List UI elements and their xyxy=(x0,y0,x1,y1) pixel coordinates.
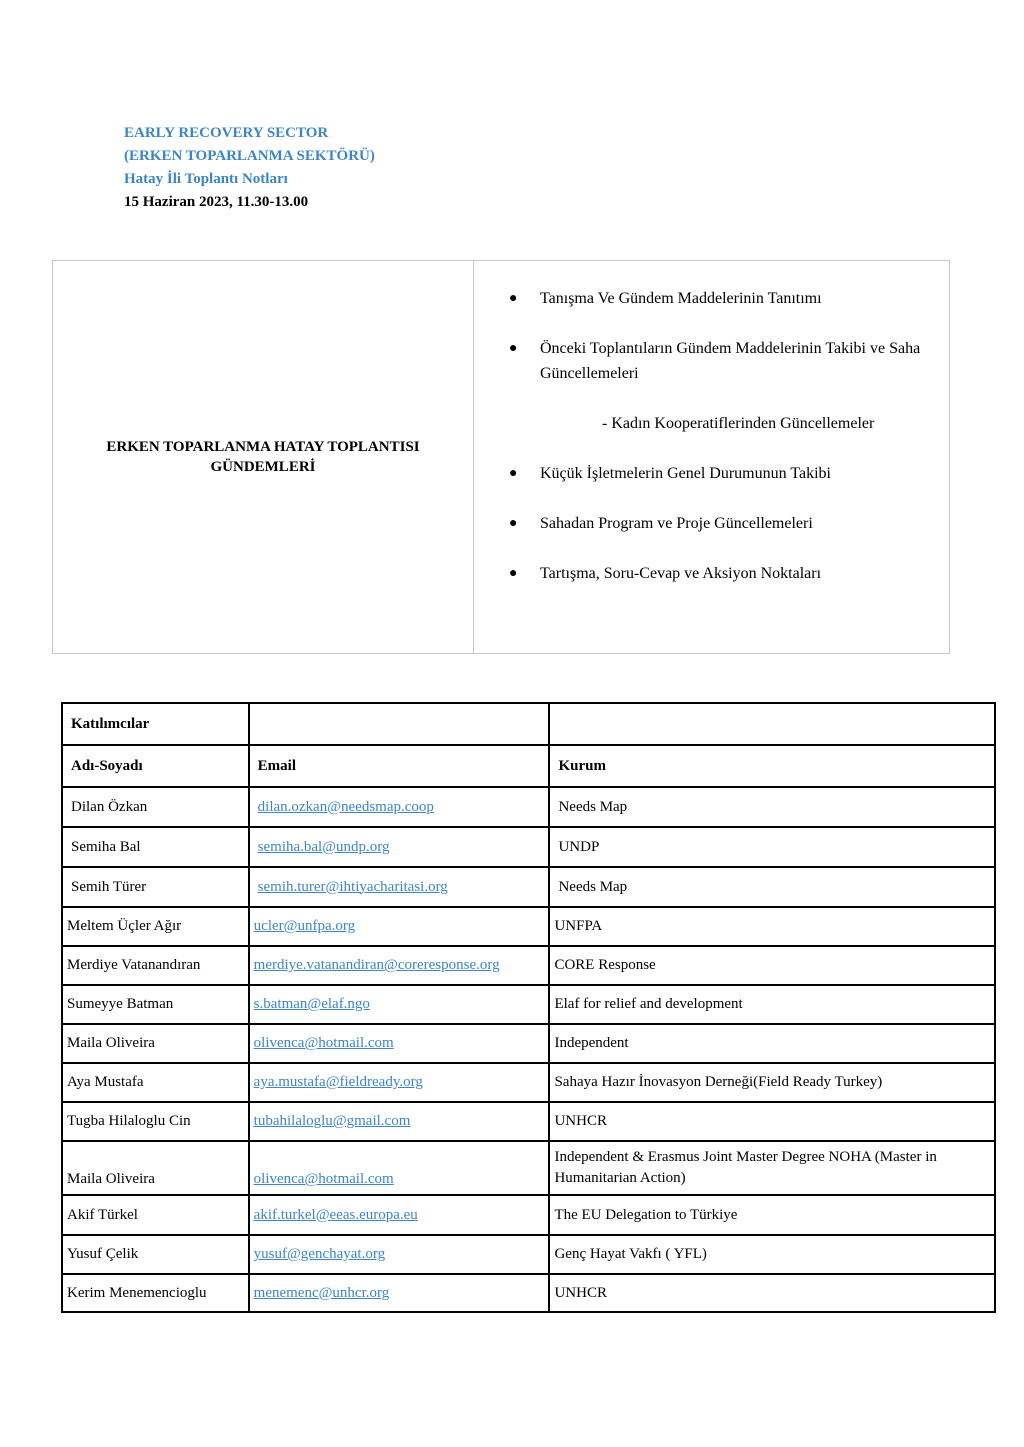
participant-name: Semiha Bal xyxy=(62,827,249,867)
participants-label: Katılımcılar xyxy=(62,703,249,745)
participant-name: Akif Türkel xyxy=(62,1195,249,1235)
agenda-item xyxy=(509,286,940,311)
meeting-date: 15 Haziran 2023, 11.30-13.00 xyxy=(124,194,309,210)
participant-org: CORE Response xyxy=(549,946,995,985)
table-row xyxy=(62,1195,995,1235)
participant-email-link[interactable]: yusuf@genchayat.org xyxy=(253,1246,386,1262)
table-row xyxy=(62,1063,995,1102)
empty-cell xyxy=(249,703,550,745)
column-header-org: Kurum xyxy=(549,745,995,787)
participant-org: Independent & Erasmus Joint Master Degree NOHA (Master in Humanitarian Action) xyxy=(549,1141,995,1195)
participant-org: Genç Hayat Vakfı ( YFL) xyxy=(549,1235,995,1274)
participant-email-cell xyxy=(249,827,550,867)
participant-org: UNHCR xyxy=(549,1274,995,1312)
bullet-icon: ● xyxy=(509,341,518,356)
participant-org: Sahaya Hazır İnovasyon Derneği(Field Ready Turkey) xyxy=(549,1063,995,1102)
sector-title: EARLY RECOVERY SECTOR xyxy=(124,125,329,141)
bullet-icon: ● xyxy=(509,291,518,306)
participant-email-cell xyxy=(249,1102,550,1141)
participant-org: Elaf for relief and development xyxy=(549,985,995,1024)
empty-cell xyxy=(549,703,995,745)
table-row xyxy=(62,1102,995,1141)
participant-name: Semih Türer xyxy=(62,867,249,907)
participant-name: Maila Oliveira xyxy=(62,1141,249,1195)
participants-table xyxy=(61,702,996,1313)
table-header-row xyxy=(62,745,995,787)
participant-org: UNDP xyxy=(549,827,995,867)
participant-name: Tugba Hilaloglu Cin xyxy=(62,1102,249,1141)
table-row xyxy=(62,907,995,946)
agenda-item-text: Sahadan Program ve Proje Güncellemeleri xyxy=(540,515,813,532)
agenda-item-text: Küçük İşletmelerin Genel Durumunun Takibi xyxy=(540,465,831,482)
participant-email-cell xyxy=(249,1024,550,1063)
participant-email-link[interactable]: olivenca@hotmail.com xyxy=(253,1035,394,1051)
table-row xyxy=(62,985,995,1024)
participant-email-link[interactable]: dilan.ozkan@needsmap.coop xyxy=(257,798,434,815)
participant-name: Meltem Üçler Ağır xyxy=(62,907,249,946)
participant-email-cell xyxy=(249,1274,550,1312)
table-row xyxy=(62,827,995,867)
participant-name: Dilan Özkan xyxy=(62,787,249,827)
agenda-item xyxy=(509,336,940,386)
participant-name: Merdiye Vatanandıran xyxy=(62,946,249,985)
participant-email-cell xyxy=(249,1195,550,1235)
bullet-icon: ● xyxy=(509,466,518,481)
participant-org: UNFPA xyxy=(549,907,995,946)
agenda-table xyxy=(52,260,950,654)
bullet-icon: ● xyxy=(509,516,518,531)
participant-name: Sumeyye Batman xyxy=(62,985,249,1024)
agenda-item-text: Önceki Toplantıların Gündem Maddelerinin Takibi ve Saha Güncellemeleri xyxy=(540,340,921,382)
participant-name: Maila Oliveira xyxy=(62,1024,249,1063)
sector-title-turkish: (ERKEN TOPARLANMA SEKTÖRÜ) xyxy=(124,148,375,164)
participant-email-cell xyxy=(249,1235,550,1274)
table-row xyxy=(62,1274,995,1312)
participant-email-cell xyxy=(249,1141,550,1195)
table-row xyxy=(62,946,995,985)
participant-email-cell xyxy=(249,985,550,1024)
table-row xyxy=(62,1235,995,1274)
participant-email-link[interactable]: semiha.bal@undp.org xyxy=(257,838,390,855)
table-row xyxy=(62,867,995,907)
participant-email-link[interactable]: ucler@unfpa.org xyxy=(253,918,356,934)
table-row xyxy=(62,787,995,827)
participant-name: Kerim Menemencioglu xyxy=(62,1274,249,1312)
participant-org: Independent xyxy=(549,1024,995,1063)
participant-email-cell xyxy=(249,907,550,946)
agenda-item xyxy=(509,511,940,536)
agenda-item xyxy=(509,561,940,586)
participant-email-cell xyxy=(249,867,550,907)
participant-email-link[interactable]: semih.turer@ihtiyacharitasi.org xyxy=(257,878,448,895)
table-row xyxy=(62,1024,995,1063)
participant-email-link[interactable]: s.batman@elaf.ngo xyxy=(253,996,370,1012)
participant-name: Aya Mustafa xyxy=(62,1063,249,1102)
agenda-title: ERKEN TOPARLANMA HATAY TOPLANTISI GÜNDEMLERİ xyxy=(53,261,474,653)
participant-name: Yusuf Çelik xyxy=(62,1235,249,1274)
column-header-name: Adı-Soyadı xyxy=(62,745,249,787)
participant-org: Needs Map xyxy=(549,787,995,827)
agenda-sub-item: - Kadın Kooperatiflerinden Güncellemeler xyxy=(602,415,875,432)
meeting-notes-title: Hatay İli Toplantı Notları xyxy=(124,171,288,187)
participant-org: Needs Map xyxy=(549,867,995,907)
participant-email-link[interactable]: olivenca@hotmail.com xyxy=(253,1171,394,1187)
participant-org: UNHCR xyxy=(549,1102,995,1141)
participant-email-cell xyxy=(249,946,550,985)
agenda-item-text: Tanışma Ve Gündem Maddelerinin Tanıtımı xyxy=(540,290,822,307)
participant-email-link[interactable]: aya.mustafa@fieldready.org xyxy=(253,1074,423,1090)
document-header xyxy=(124,122,375,214)
participant-email-cell xyxy=(249,1063,550,1102)
participant-email-cell xyxy=(249,787,550,827)
agenda-item-text: Tartışma, Soru-Cevap ve Aksiyon Noktaları xyxy=(540,565,822,582)
participant-email-link[interactable]: akif.turkel@eeas.europa.eu xyxy=(253,1206,418,1223)
column-header-email: Email xyxy=(249,745,550,787)
agenda-items xyxy=(474,261,949,653)
table-row xyxy=(62,1141,995,1195)
bullet-icon: ● xyxy=(509,566,518,581)
participant-email-link[interactable]: tubahilaloglu@gmail.com xyxy=(253,1113,411,1129)
table-section-row xyxy=(62,703,995,745)
participant-email-link[interactable]: merdiye.vatanandiran@coreresponse.org xyxy=(253,957,500,973)
agenda-item xyxy=(509,461,940,486)
participant-org: The EU Delegation to Türkiye xyxy=(549,1195,995,1235)
participant-email-link[interactable]: menemenc@unhcr.org xyxy=(253,1284,390,1301)
